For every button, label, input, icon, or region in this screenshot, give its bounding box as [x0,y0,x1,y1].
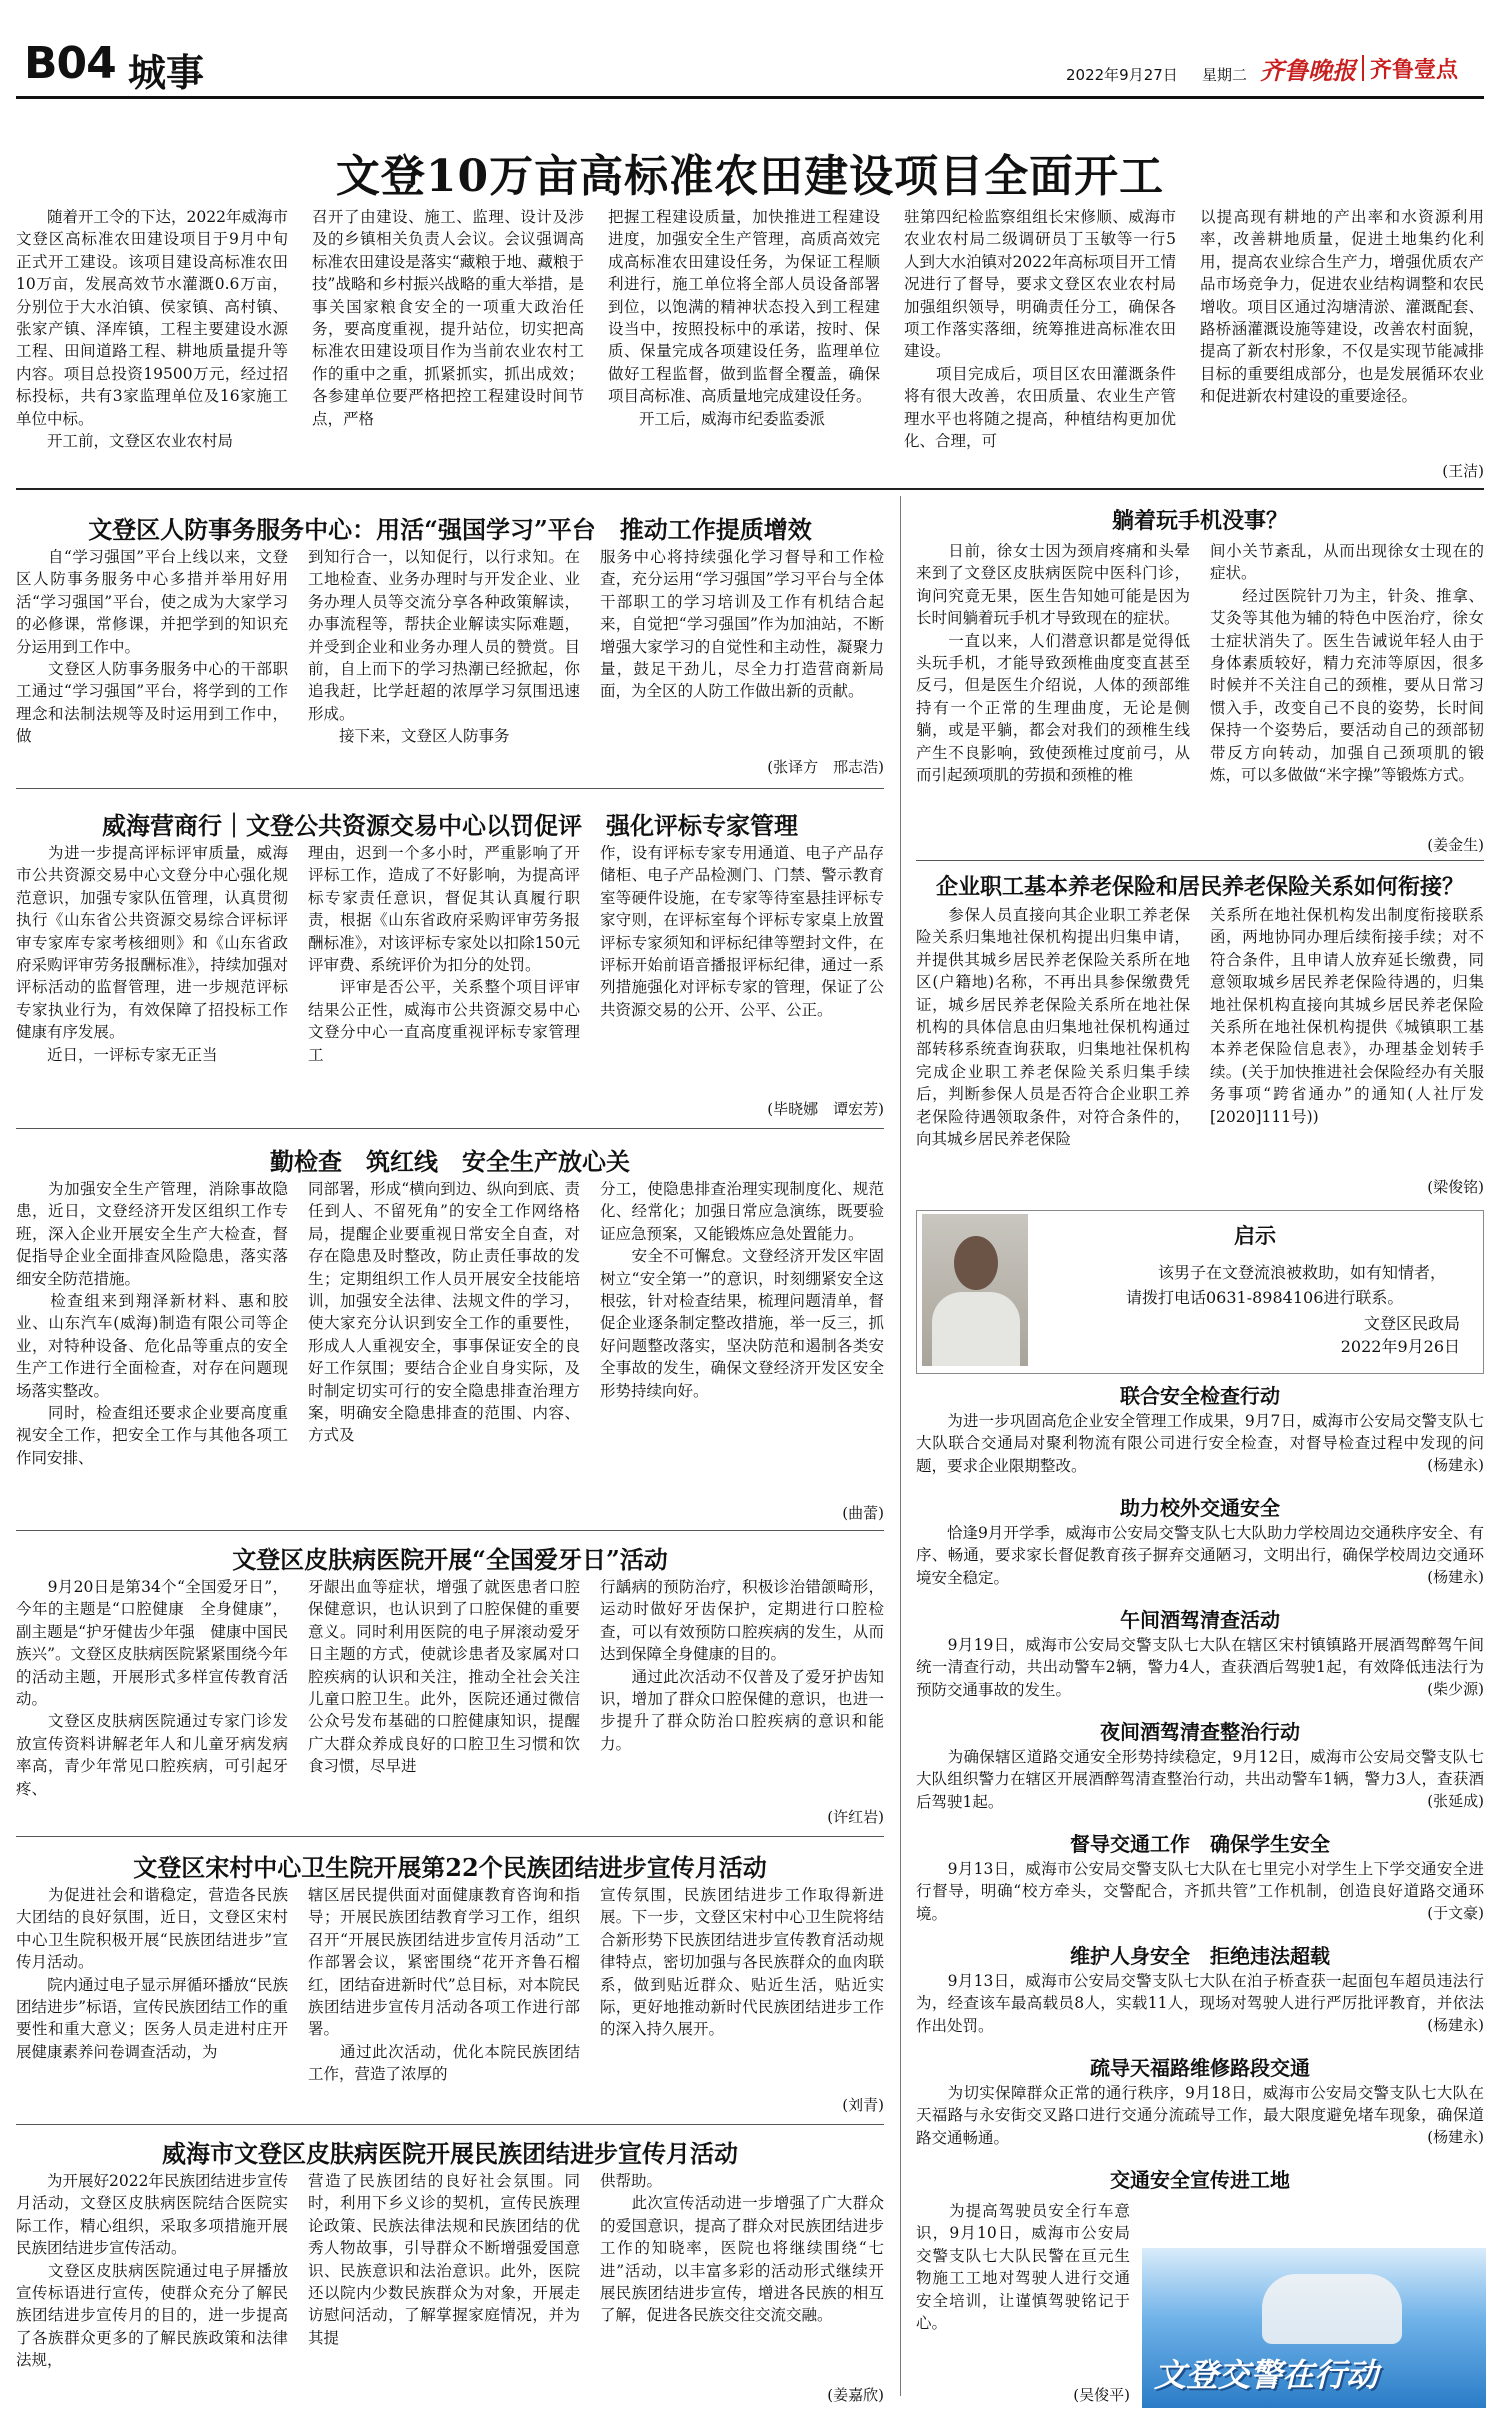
article-headline: 威海市文登区皮肤病医院开展民族团结进步宣传月活动 [162,2139,738,2168]
article-body: 辖区居民提供面对面健康教育咨询和指导；开展民族团结教育学习工作，组织召开“开展民族团结进步宣传月活动”工作部署会议，紧密围绕“花开齐鲁石榴红，团结奋进新时代”总目标，对本院民族团结进步宣传月活动各项工作进行部署。 通过此次活动，优化本院民族团结工作，营造了浓厚的 [308,1886,580,2084]
brief-headline: 疏导天福路维修路段交通 [1090,2056,1310,2080]
article-body: 间小关节紊乱，从而出现徐女士现在的症状。 经过医院针刀为主，针灸、推拿、艾灸等其他为辅的特色中医治疗，徐女士症状消失了。医生告诫说年轻人由于身体素质较好，精力充沛等原因，很多时候并不关注自己的颈椎，要从日常习惯入手，改变自己不良的姿势，长时间保持一个姿势后，要活动自己的颈部韧带反方向转动，加强自己颈项肌的锻炼，可以多做做“米字操”等锻炼方式。 [1210,542,1484,785]
article-body: 到知行合一，以知促行，以行求知。在工地检查、业务办理时与开发企业、业务办理人员等交流分享各种政策解读，办事流程等，帮扶企业解读实际难题，并受到企业和业务办理人员的赞赏。目前，自上而下的学习热潮已经掀起，你追我赶，比学赶超的浓厚学习氛围迅速形成。 接下来，文登区人防事务 [308,548,580,746]
article-body: 随着开工令的下达，2022年威海市文登区高标准农田建设项目于9月中旬正式开工建设。该项目建设高标准农田10万亩，发展高效节水灌溉0.6万亩，分别位于大水泊镇、侯家镇、高村镇、张家产镇、泽库镇，工程主要建设水源工程、田间道路工程、耕地质量提升等内容。项目总投资19500万元，经过招标投标，共有3家监理单位及16家施工单位中标。 开工前，文登区农业农村局 [16,208,288,451]
brief-body: 9月13日，威海市公安局交警支队七大队在七里完小对学生上下学交通安全进行督导，明确“校方牵头，交警配合，齐抓共管”工作机制，创造良好道路交通环境。 [916,1860,1484,1923]
traffic-police-banner [1142,2248,1486,2408]
article-headline: 勤检查 筑红线 安全生产放心关 [270,1147,630,1176]
brief-headline: 夜间酒驾清查整治行动 [1100,1720,1300,1744]
headline-main: 文登10万亩高标准农田建设项目全面开工 [335,151,1165,202]
banner-text: 文登交警在行动 [1154,2356,1379,2394]
article-body: 同部署，形成“横向到边、纵向到底、责任到人、不留死角”的安全工作网络格局，提醒企业要重视日常安全自查，对存在隐患及时整改，防止责任事故的发生；定期组织工作人员开展安全技能培训，加强安全法律、法规文件的学习，使大家充分认识到安全工作的重要性，形成人人重视安全，事事保证安全的良好工作氛围；要结合企业自身实际，及时制定切实可行的安全隐患排查治理方案，明确安全隐患排查的范围、内容、方式及 [308,1180,580,1445]
brief-body: 恰逢9月开学季，威海市公安局交警支队七大队助力学校周边交通秩序安全、有序、畅通，要求家长督促教育孩子摒弃交通陋习，文明出行，确保学校周边交通环境安全稳定。 [916,1524,1484,1587]
brief-body: 为进一步巩固高危企业安全管理工作成果，9月7日，威海市公安局交警支队七大队联合交通局对聚利物流有限公司进行安全检查，对督导检查过程中发现的问题，要求企业限期整改。 [916,1412,1484,1475]
photo-head [954,1236,998,1290]
brief-headline: 午间酒驾清查活动 [1120,1608,1280,1632]
article-body: 服务中心将持续强化学习督导和工作检查，充分运用“学习强国”学习平台与全体干部职工的学习培训及工作有机结合起来，自觉把“学习强国”作为加油站，不断增强大家学习的自觉性和主动性，凝聚力量，鼓足干劲儿，尽全力打造营商新局面，为全区的人防工作做出新的贡献。 [600,548,884,701]
article-body: 自“学习强国”平台上线以来，文登区人防事务服务中心多措并举用好用活“学习强国”平台，使之成为大家学习的必修课，常修课，并把学到的知识充分运用到工作中。 文登区人防事务服务中心的干部职工通过“学习强国”平台，将学到的工作理念和法制法规等及时运用到工作中，做 [16,548,288,746]
article-author: (王洁) [1442,462,1484,480]
article-body: 宣传氛围，民族团结进步工作取得新进展。下一步，文登区宋村中心卫生院将结合新形势下民族团结进步宣传教育活动规律特点，密切加强与各民族群众的血肉联系，做到贴近群众、贴近生活，贴近实际，更好地推动新时代民族团结进步工作的深入持久展开。 [600,1886,884,2039]
brief-headline: 维护人身安全 拒绝违法超载 [1070,1944,1330,1968]
issue-date: 2022年9月27日 [1066,66,1178,84]
article-headline: 威海营商行｜文登公共资源交易中心以罚促评 强化评标专家管理 [102,811,798,840]
photo-body [932,1292,1020,1366]
article-headline: 文登区宋村中心卫生院开展第22个民族团结进步宣传月活动 [133,1853,767,1882]
brief-author: (吴俊平) [1073,2386,1130,2404]
brief-author: (于文豪) [1300,1902,1484,1924]
article-author: (曲蕾) [842,1504,884,1522]
brand-main: 齐鲁晚报 [1260,56,1356,85]
brief-body: 9月13日，威海市公安局交警支队七大队在泊子桥查获一起面包车超员违法行为，经查该车最高载员8人，实载11人，现场对驾驶人进行严厉批评教育，并依法作出处罚。 [916,1972,1484,2035]
article-body: 为开展好2022年民族团结进步宣传月活动，文登区皮肤病医院结合医院实际工作，精心组织，采取多项措施开展民族团结进步宣传活动。 文登区皮肤病医院通过电子屏播放宣传标语进行宣传，使群众充分了解民族团结进步宣传月的目的，进一步提高了各族群众更多的了解民族政策和法律法规， [16,2172,288,2370]
article-headline: 企业职工基本养老保险和居民养老保险关系如何衔接？ [935,874,1464,900]
article-author: (姜嘉欣) [827,2386,884,2404]
article-author: (张译方 邢志浩) [767,758,884,776]
brief-body: 为提高驾驶员安全行车意识，9月10日，威海市公安局交警支队七大队民警在亘元生物施工工地对驾驶人进行交通安全培训，让谨慎驾驶铭记于心。 [916,2202,1130,2333]
article-divider [16,1836,884,1837]
article-body: 参保人员直接向其企业职工养老保险关系归集地社保机构提出归集申请，并提供其城乡居民养老保险关系所在地区(户籍地)名称，不再出具参保缴费凭证，城乡居民养老保险关系所在地社保机构的具体信息由归集地社保机构通过部转移系统查询获取，归集地社保机构完成企业职工养老保险关系归集手续后，判断参保人员是否符合企业职工养老保险待遇领取条件，对符合条件的，向其城乡居民养老保险 [916,906,1190,1149]
brief-body: 为确保辖区道路交通安全形势持续稳定，9月12日，威海市公安局交警支队七大队组织警力在辖区开展酒醉驾清查整治行动，共出动警车1辆，警力3人，查获酒后驾驶1起。 [916,1748,1484,1811]
masthead-rule [16,96,1484,99]
notice-title: 启示 [1234,1223,1276,1248]
brief-author: (杨建永) [1300,1454,1484,1476]
person-photo [922,1214,1028,1366]
section-name: 城事 [128,51,205,95]
page-number: B04 [24,38,116,89]
section-divider [16,488,1484,490]
article-body: 为进一步提高评标评审质量，威海市公共资源交易中心文登分中心强化规范意识，加强专家队伍管理，认真贯彻执行《山东省公共资源交易综合评标评审专家库专家考核细则》和《山东省政府采购评审劳务报酬标准》，持续加强对评标活动的监督管理，进一步规范评标专家执业行为，有效保障了招投标工作健康有序发展。 近日，一评标专家无正当 [16,844,288,1064]
article-body: 理由，迟到一个多小时，严重影响了开评标工作，造成了不好影响，为提高评标专家责任意识，督促其认真履行职责，根据《山东省政府采购评审劳务报酬标准》，对该评标专家处以扣除150元评审费、系统评价为扣分的处罚。 评审是否公平，关系整个项目评审结果公正性，威海市公共资源交易中心文登分中心一直高度重视评标专家管理工 [308,844,580,1064]
article-body: 为促进社会和谐稳定，营造各民族大团结的良好氛围，近日，文登区宋村中心卫生院积极开展“民族团结进步”宣传月活动。 院内通过电子显示屏循环播放“民族团结进步”标语，宣传民族团结工作的重要性和重大意义；医务人员走进村庄开展健康素养问卷调查活动，为 [16,1886,288,2061]
article-headline: 文登区皮肤病医院开展“全国爱牙日”活动 [232,1545,668,1574]
notice-text: 该男子在文登流浪被救助，如有知情者，请拨打电话0631-8984106进行联系。 [1126,1263,1447,1307]
brand-divider [1362,55,1364,81]
article-headline: 躺着玩手机没事？ [1111,508,1288,534]
newspaper-logo [1260,46,1484,90]
article-author: (梁俊铭) [1427,1178,1484,1196]
brief-author: (杨建永) [1300,2014,1484,2036]
article-divider [16,2124,884,2125]
article-body: 把握工程建设质量，加快推进工程建设进度，加强安全生产管理，高质高效完成高标准农田建设任务，为保证工程顺利进行，施工单位将全部人员设备部署到位，以饱满的精神状态投入到工程建设当中，按照投标中的承诺，按时、保质、保量完成各项建设任务，监理单位做好工程监督，做到监督全覆盖，确保项目高标准、高质量地完成建设任务。 开工后，威海市纪委监委派 [608,208,880,428]
article-author: (许红岩) [827,1808,884,1826]
police-figure-icon [1262,2274,1402,2344]
article-body: 日前，徐女士因为颈肩疼痛和头晕来到了文登区皮肤病医院中医科门诊，询问究竟无果，医生告知她可能是因为长时间躺着玩手机才导致现在的症状。 一直以来，人们潜意识都是觉得低头玩手机，才能导致颈椎曲度变直甚至反弓，但是医生介绍说，人体的颈部维持有一个正常的生理曲度，无论是侧躺，或是平躺，都会对我们的颈椎生线产生不良影响，致使颈椎过度前弓，从而引起颈项肌的劳损和颈椎的椎 [916,542,1190,785]
article-body: 营造了民族团结的良好社会氛围。同时，利用下乡义诊的契机，宣传民族理论政策、民族法律法规和民族团结的优秀人物故事，引导群众不断增强爱国意识、民族意识和法治意识。此外，医院还以院内少数民族群众为对象，开展走访慰问活动，了解掌握家庭情况，并为其提 [308,2172,580,2347]
article-headline: 文登区人防事务服务中心：用活“强国学习”平台 推动工作提质增效 [88,515,812,544]
article-body: 作，设有评标专家专用通道、电子产品存储柜、电子产品检测门、门禁、警示教育室等硬件设施，在专家等待室悬挂评标专家守则，在评标室每个评标专家桌上放置评标专家须知和评标纪律等塑封文件，在评标开始前语音播报评标纪律，通过一系列措施强化对评标专家的管理，保证了公共资源交易的公开、公平、公正。 [600,844,884,1019]
article-author: (毕晓娜 谭宏芳) [767,1100,884,1118]
article-body: 牙龈出血等症状，增强了就医患者口腔保健意识，也认识到了口腔保健的重要意义。同时利用医院的电子屏滚动爱牙日主题的方式，使就诊患者及家属对口腔疾病的认识和关注，推动全社会关注儿童口腔卫生。此外，医院还通过微信公众号发布基础的口腔健康知识，提醒广大群众养成良好的口腔卫生习惯和饮食习惯，尽早进 [308,1578,580,1776]
notice-signature [1300,1312,1460,1358]
brief-author: (杨建永) [1300,2126,1484,2148]
article-body: 召开了由建设、施工、监理、设计及涉及的乡镇相关负责人会议。会议强调高标准农田建设是落实“藏粮于地、藏粮于技”战略和乡村振兴战略的重大举措，是事关国家粮食安全的一项重大政治任务，要高度重视，提升站位，切实把高标准农田建设项目作为当前农业农村工作的重中之重，抓紧抓实，抓出成效；各参建单位要严格把控工程建设时间节点，严格 [312,208,584,428]
article-body: 9月20日是第34个“全国爱牙日”，今年的主题是“口腔健康 全身健康”，副主题是“护牙健齿少年强 健康中国民族兴”。文登区皮肤病医院紧紧围绕今年的活动主题，开展形式多样宣传教育活动。 文登区皮肤病医院通过专家门诊发放宣传资料讲解老年人和儿童牙病发病率高，青少年常见口腔疾病，可引起牙疼、 [16,1578,288,1798]
article-body: 以提高现有耕地的产出率和水资源利用率，改善耕地质量，促进土地集约化利用，提高农业综合生产力，增强优质农产品市场竞争力，促进农业结构调整和农民增收。项目区通过沟塘清淤、灌溉配套、路桥涵灌溉设施等建设，改善农村面貌，提高了新农村形象，不仅是实现节能减排目标的重要组成部分，也是发展循环农业和促进新农村建设的重要途径。 [1200,208,1484,406]
article-divider [916,860,1484,861]
brief-author: (张延成) [1300,1790,1484,1812]
notice-date: 2022年9月26日 [1340,1337,1460,1356]
article-divider [16,788,884,789]
brief-body: 为切实保障群众正常的通行秩序，9月18日，威海市公安局交警支队七大队在天福路与永安街交叉路口进行交通分流疏导工作，最大限度避免堵车现象，确保道路交通畅通。 [916,2084,1484,2147]
article-body: 分工，使隐患排查治理实现制度化、规范化、经常化；加强日常应急演练，既要验证应急预案，又能锻炼应急处置能力。 安全不可懈怠。文登经济开发区牢固树立“安全第一”的意识，时刻绷紧安全这根弦，针对检查结果，梳理问题清单，督促企业逐条制定整改措施，举一反三，抓好问题整改落实，坚决防范和遏制各类安全事故的发生，确保文登经济开发区安全形势持续向好。 [600,1180,884,1400]
article-body: 驻第四纪检监察组组长宋修顺、威海市农业农村局二级调研员丁玉敏等一行5人到大水泊镇对2022年高标项目开工情况进行了督导，要求文登区农业农村局加强组织领导，明确责任分工，确保各项工作落实落细，统筹推进高标准农田建设。 项目完成后，项目区农田灌溉条件将有很大改善，农田质量、农业生产管理水平也将随之提高，种植结构更加优化、合理，可 [904,208,1176,451]
column-divider [900,496,901,2396]
article-body: 行龋病的预防治疗，积极诊治错颌畸形，运动时做好牙齿保护，定期进行口腔检查，可以有效预防口腔疾病的发生，从而达到保障全身健康的目的。 通过此次活动不仅普及了爱牙护齿知识，增加了群众口腔保健的意识，也进一步提升了群众防治口腔疾病的意识和能力。 [600,1578,884,1753]
brief-body: 9月19日，威海市公安局交警支队七大队在辖区宋村镇镇路开展酒驾醉驾午间统一清查行动，共出动警车2辆，警力4人，查获酒后驾驶1起，有效降低违法行为预防交通事故的发生。 [916,1636,1484,1699]
article-author: (姜金生) [1427,836,1484,854]
notice-org: 文登区民政局 [1363,1314,1460,1333]
article-body: 关系所在地社保机构发出制度衔接联系函，两地协同办理后续衔接手续；对不符合条件，且申请人放弃延长缴费，同意领取城乡居民养老保险待遇的，归集地社保机构直接向其城乡居民养老保险关系所在地社保机构提供《城镇职工基本养老保险信息表》，办理基金划转手续。(关于加快推进社会保险经办有关服务事项“跨省通办”的通知(人社厅发[2020]111号)) [1210,906,1484,1126]
brief-author: (杨建永) [1300,1566,1484,1588]
article-divider [16,1530,884,1531]
article-divider [16,1128,884,1129]
brief-headline: 交通安全宣传进工地 [1110,2168,1290,2192]
brand-sub: 齐鲁壹点 [1370,57,1459,83]
article-author: (刘青) [842,2096,884,2114]
article-body: 为加强安全生产管理，消除事故隐患，近日，文登经济开发区组织工作专班，深入企业开展安全生产大检查，督促指导企业全面排查风险隐患，落实落细安全防范措施。 检查组来到翔泽新材料、惠和胶业、山东汽车(威海)制造有限公司等企业，对特种设备、危化品等重点的安全生产工作进行全面检查，对存在问题现场落实整改。 同时，检查组还要求企业要高度重视安全工作，把安全工作与其他各项工作同安排、 [16,1180,288,1467]
brief-headline: 联合安全检查行动 [1120,1384,1280,1408]
brief-headline: 助力校外交通安全 [1120,1496,1280,1520]
brief-author: (柴少源) [1300,1678,1484,1700]
issue-weekday: 星期二 [1202,66,1248,84]
article-body: 供帮助。 此次宣传活动进一步增强了广大群众的爱国意识，提高了群众对民族团结进步工作的知晓率，医院也将继续围绕“七进”活动，以丰富多彩的活动形式继续开展民族团结进步宣传，增进各民族的相互了解，促进各民族交往交流交融。 [600,2172,884,2325]
brief-headline: 督导交通工作 确保学生安全 [1070,1832,1330,1856]
